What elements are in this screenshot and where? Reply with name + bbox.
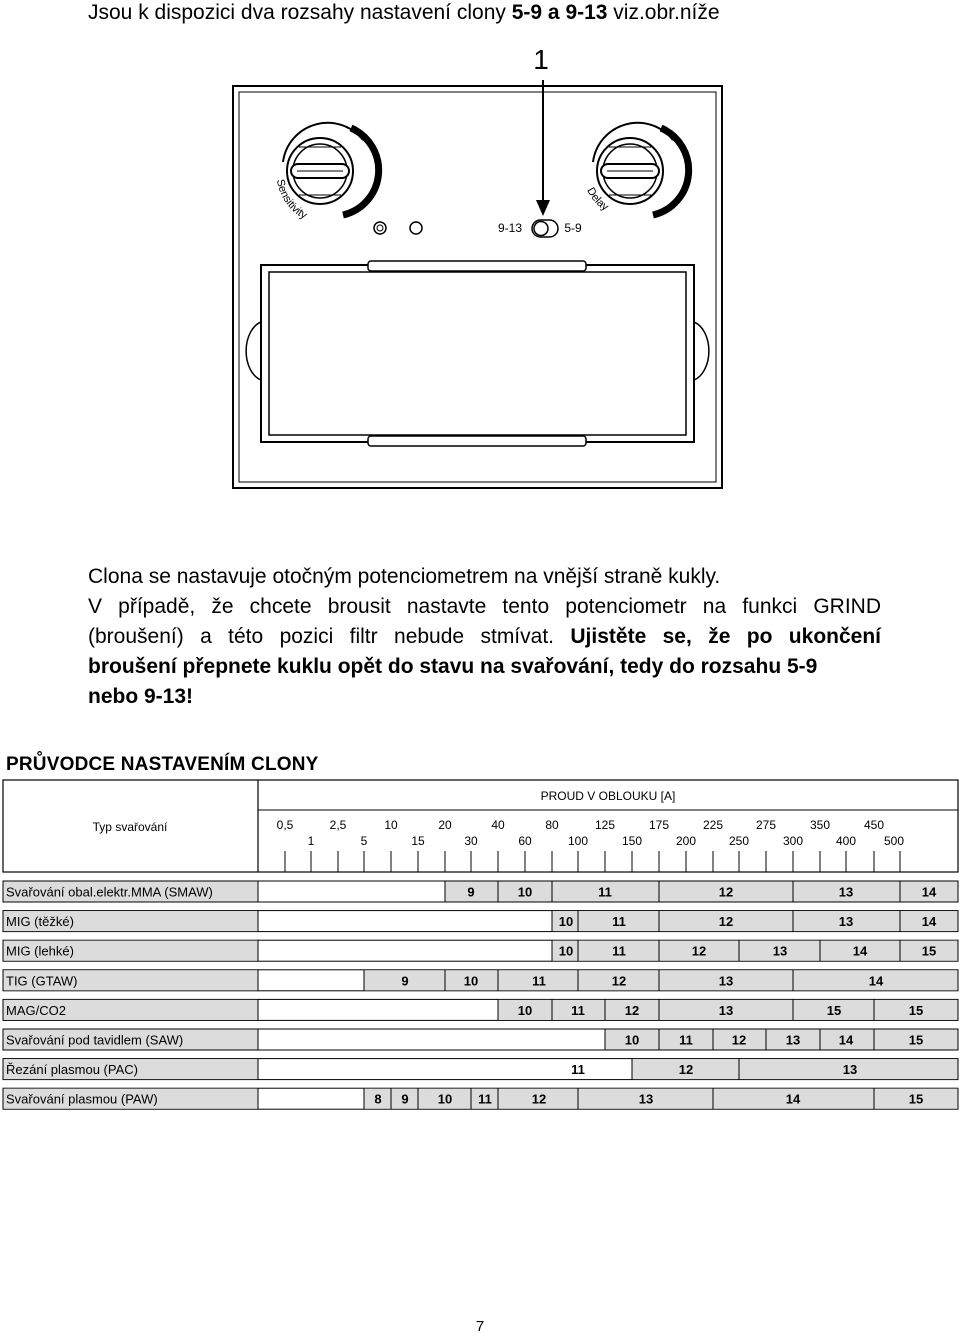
amp-label-bottom: 300 (782, 834, 804, 848)
shade-value: 8 (374, 1091, 382, 1107)
amp-label-top: 125 (594, 818, 616, 832)
amp-label-top: 10 (384, 818, 398, 832)
shade-guide-table (0, 778, 960, 1118)
shade-value: 11 (612, 914, 626, 930)
shade-value: 12 (531, 1091, 547, 1107)
delay-label: Delay (584, 185, 611, 214)
amp-label-bottom: 250 (728, 834, 750, 848)
amp-label-top: 40 (491, 818, 505, 832)
row-shaded-range (364, 1089, 958, 1109)
para-line-5: nebo 9-13! (88, 685, 194, 708)
shade-value: 13 (718, 973, 734, 989)
intro-range-a: 5-9 (511, 1, 543, 24)
guide-title: PRŮVODCE NASTAVENÍM CLONY (6, 754, 319, 775)
callout-arrow-icon (536, 200, 550, 216)
amp-label-top: 2,5 (329, 818, 347, 832)
amp-label-bottom: 200 (675, 834, 697, 848)
amp-label-bottom: 400 (835, 834, 857, 848)
shade-value: 9 (401, 1091, 409, 1107)
switch-label-5-9: 5-9 (564, 221, 582, 235)
shade-value: 10 (624, 1032, 640, 1048)
row-label: TIG (GTAW) (6, 973, 78, 989)
shade-value: 13 (838, 884, 854, 900)
amp-label-bottom: 5 (360, 834, 368, 848)
row-label: MAG/CO2 (6, 1002, 66, 1018)
shade-value: 10 (463, 973, 479, 989)
shade-value: 13 (772, 943, 788, 959)
shade-value: 11 (612, 943, 626, 959)
row-label: Svařování obal.elektr.MMA (SMAW) (6, 884, 213, 900)
shade-value: 12 (718, 914, 734, 930)
amp-label-bottom: 1 (307, 834, 315, 848)
shade-value: 11 (679, 1032, 693, 1048)
shade-value: 11 (532, 973, 546, 989)
led-indicator-icon (410, 222, 422, 234)
intro-range-b: 9-13 (565, 1, 608, 24)
row-shaded-range (605, 1030, 958, 1050)
control-panel-figure (225, 40, 735, 500)
shade-value: 10 (517, 1002, 533, 1018)
para-line-2: V případě, že chcete brousit nastavte tento potenciometr na funkci GRIND (88, 595, 881, 618)
delay-knob[interactable] (593, 123, 689, 215)
shade-value: 12 (691, 943, 707, 959)
shade-value: 9 (467, 884, 475, 900)
shade-value: 15 (908, 1002, 924, 1018)
intro-text-b: a (542, 1, 566, 24)
amp-label-bottom: 60 (518, 834, 532, 848)
shade-value: 15 (908, 1032, 924, 1048)
shade-value: 11 (598, 884, 612, 900)
shade-value: 12 (731, 1032, 747, 1048)
shade-value: 12 (678, 1062, 694, 1078)
para-line-3-normal: (broušení) a této pozici filtr nebude stmívat. (88, 625, 554, 648)
row-label: Svařování plasmou (PAW) (6, 1091, 158, 1107)
shade-value: 11 (478, 1091, 492, 1107)
shade-value: 15 (908, 1091, 924, 1107)
amp-label-top: 275 (755, 818, 777, 832)
amp-label-bottom: 15 (411, 834, 425, 848)
shade-value: 11 (571, 1002, 585, 1018)
amp-label-top: 450 (863, 818, 885, 832)
row-label: Svařování pod tavidlem (SAW) (6, 1032, 184, 1048)
row-label: MIG (lehké) (6, 943, 74, 959)
shade-value: 11 (571, 1062, 585, 1078)
amp-label-top: 225 (702, 818, 724, 832)
shade-value: 14 (852, 943, 868, 959)
shade-value: 13 (718, 1002, 734, 1018)
shade-value: 13 (838, 914, 854, 930)
led-indicator-icon (374, 222, 386, 234)
sensitivity-knob[interactable] (283, 123, 379, 215)
shade-value: 14 (838, 1032, 854, 1048)
shade-value: 13 (842, 1062, 858, 1078)
shade-value: 10 (517, 884, 533, 900)
shade-value: 13 (785, 1032, 801, 1048)
shade-value: 12 (624, 1002, 640, 1018)
intro-line (88, 0, 720, 26)
shade-value: 13 (638, 1091, 654, 1107)
sensitivity-label: Sensitivity (273, 178, 309, 222)
page-number: 7 (475, 1318, 485, 1335)
row-label: Řezání plasmou (PAC) (6, 1062, 138, 1078)
row-label: MIG (těžké) (6, 914, 74, 930)
shade-value: 10 (437, 1091, 453, 1107)
para-line-3-bold: Ujistěte se, že po ukončení (554, 625, 881, 648)
callout-number: 1 (533, 44, 549, 75)
amp-label-top: 0,5 (276, 818, 294, 832)
para-line-4: broušení přepnete kuklu opět do stavu na svařování, tedy do rozsahu 5-9 (88, 655, 818, 678)
intro-text-c: viz.obr.níže (607, 1, 720, 24)
shade-value: 12 (611, 973, 627, 989)
para-line-3 (88, 622, 881, 652)
current-header: PROUD V OBLOUKU [A] (540, 789, 676, 803)
type-header: Typ svařování (92, 820, 168, 834)
filter-window (261, 265, 694, 442)
amp-label-top: 80 (545, 818, 559, 832)
shade-value: 14 (921, 884, 937, 900)
amp-label-bottom: 150 (621, 834, 643, 848)
amp-label-bottom: 500 (883, 834, 905, 848)
shade-value: 14 (868, 973, 884, 989)
shade-value: 15 (826, 1002, 842, 1018)
shade-value: 9 (401, 973, 409, 989)
amp-label-top: 350 (809, 818, 831, 832)
amp-label-top: 20 (438, 818, 452, 832)
amp-label-bottom: 100 (567, 834, 589, 848)
amp-label-bottom: 30 (464, 834, 478, 848)
shade-value: 12 (718, 884, 734, 900)
instructions-paragraph (88, 562, 881, 712)
shade-value: 14 (921, 914, 937, 930)
para-line-1: Clona se nastavuje otočným potenciometrem na vnější straně kukly. (88, 565, 721, 588)
shade-value: 10 (558, 943, 574, 959)
shade-value: 10 (558, 914, 574, 930)
switch-label-9-13: 9-13 (497, 221, 523, 235)
amp-label-top: 175 (648, 818, 670, 832)
shade-value: 14 (785, 1091, 801, 1107)
range-switch[interactable] (532, 220, 558, 237)
shade-value: 15 (921, 943, 937, 959)
intro-text-a: Jsou k dispozici dva rozsahy nastavení clony (88, 1, 512, 24)
